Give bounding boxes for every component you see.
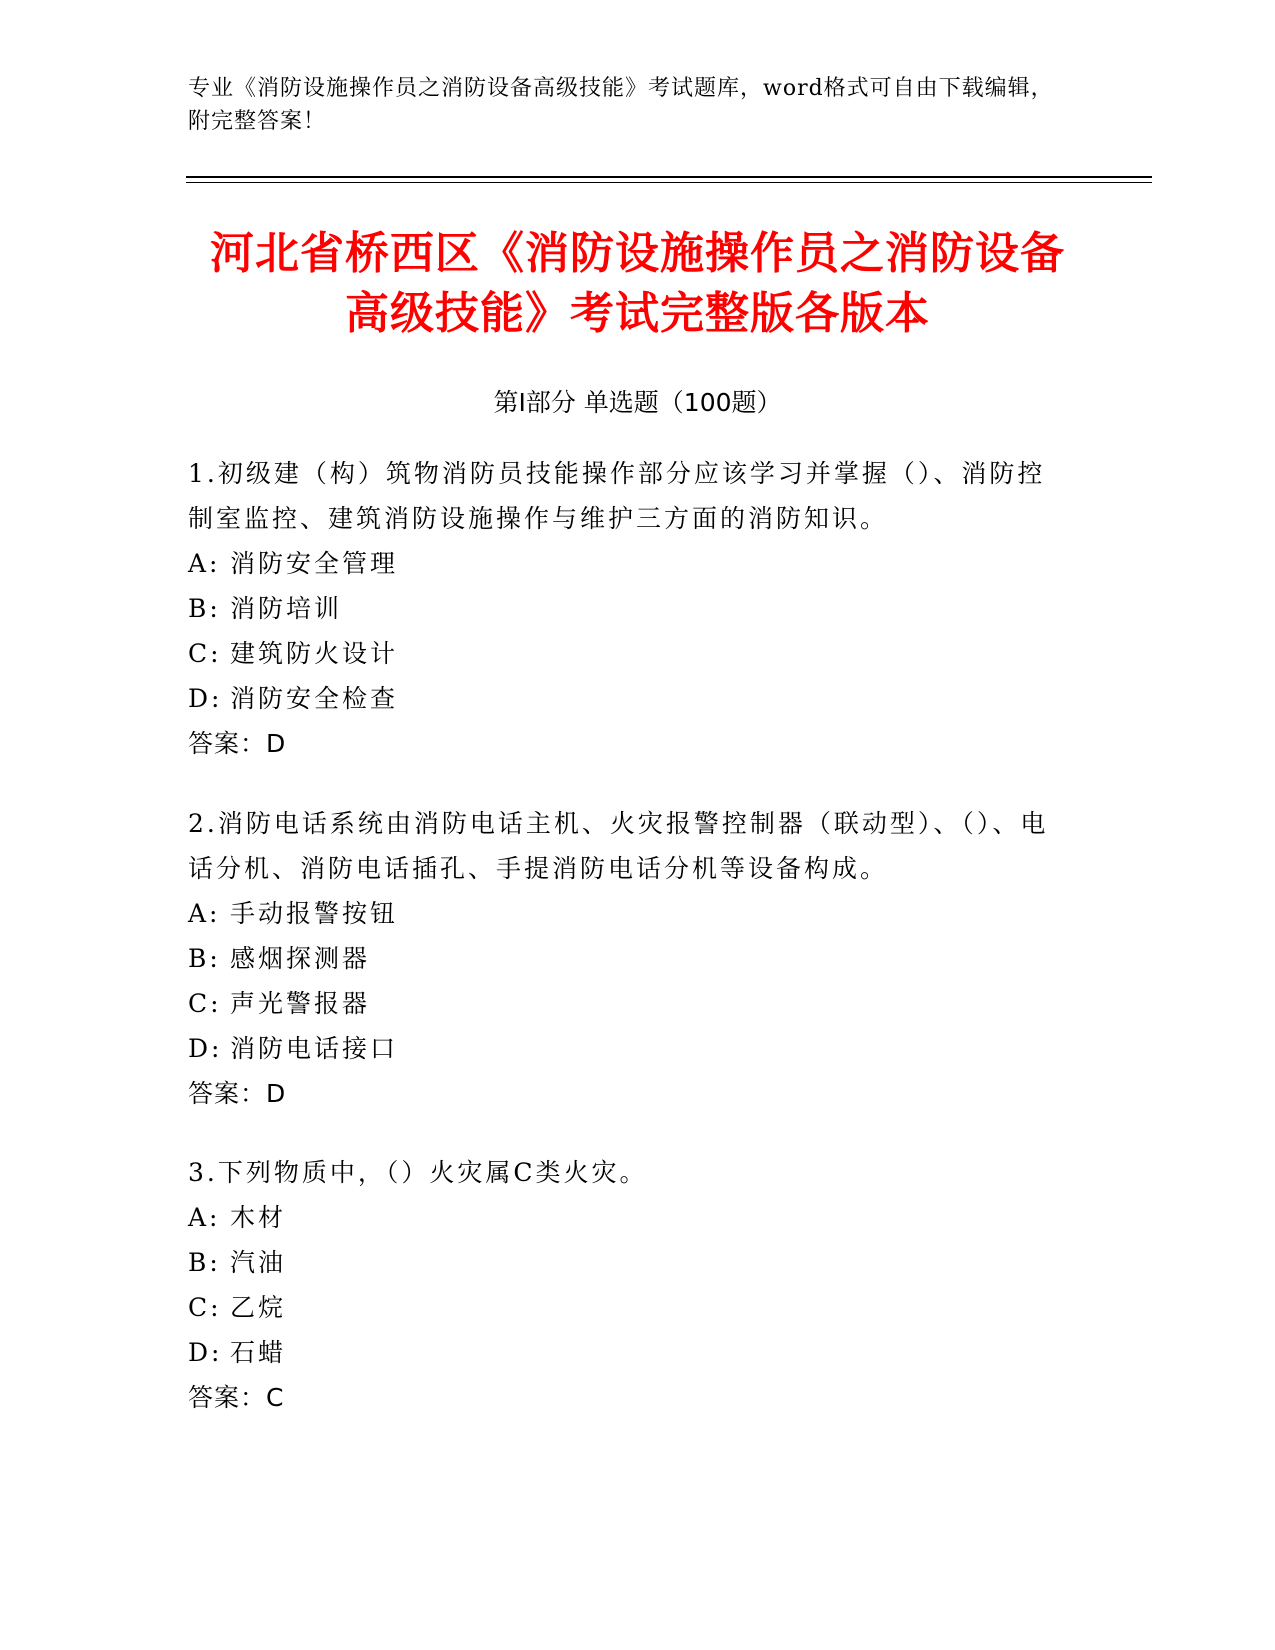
document-title xyxy=(150,224,1125,344)
option-letter: C: xyxy=(188,639,222,668)
option-text: 汽油 xyxy=(230,1248,287,1277)
option-letter: A: xyxy=(188,549,221,578)
option-letter: D: xyxy=(188,1338,223,1367)
option-a xyxy=(188,541,1068,586)
option-c xyxy=(188,1285,1068,1330)
option-letter: A: xyxy=(188,899,221,928)
option-c xyxy=(188,981,1068,1026)
option-d xyxy=(188,676,1068,721)
answer: 答案：D xyxy=(188,729,287,758)
option-text: 声光警报器 xyxy=(230,989,371,1018)
option-text: 木材 xyxy=(230,1203,287,1232)
option-d xyxy=(188,1026,1068,1071)
question-2 xyxy=(188,801,1068,1116)
question-stem: 2.消防电话系统由消防电话主机、火灾报警控制器（联动型）、（）、电话分机、消防电话插孔、手提消防电话分机等设备构成。 xyxy=(188,809,1049,883)
option-text: 乙烷 xyxy=(230,1293,287,1322)
question-1 xyxy=(188,451,1068,766)
section-heading: 第Ⅰ部分 单选题（100题） xyxy=(493,388,782,417)
document-title-line-1: 河北省桥西区《消防设施操作员之消防设备 xyxy=(210,228,1065,279)
answer: 答案：C xyxy=(188,1383,285,1412)
option-a xyxy=(188,891,1068,936)
option-letter: C: xyxy=(188,989,222,1018)
option-text: 手动报警按钮 xyxy=(230,899,399,928)
option-letter: C: xyxy=(188,1293,222,1322)
option-letter: D: xyxy=(188,1034,223,1063)
question-3 xyxy=(188,1150,1068,1420)
document-title-line-2: 高级技能》考试完整版各版本 xyxy=(345,288,930,339)
option-letter: A: xyxy=(188,1203,221,1232)
option-letter: D: xyxy=(188,684,223,713)
header-rule-thick xyxy=(186,176,1152,178)
option-d xyxy=(188,1330,1068,1375)
option-text: 消防安全管理 xyxy=(230,549,399,578)
option-text: 石蜡 xyxy=(230,1338,287,1367)
option-letter: B: xyxy=(188,594,221,623)
option-b xyxy=(188,936,1068,981)
header-note: 专业《消防设施操作员之消防设备高级技能》考试题库，word格式可自由下载编辑，附完整答案！ xyxy=(188,76,1054,134)
question-stem: 3.下列物质中，（）火灾属C类火灾。 xyxy=(188,1158,648,1187)
option-text: 消防培训 xyxy=(230,594,343,623)
question-stem: 1.初级建（构）筑物消防员技能操作部分应该学习并掌握（）、消防控制室监控、建筑消防设施操作与维护三方面的消防知识。 xyxy=(188,459,1046,533)
answer: 答案：D xyxy=(188,1079,287,1108)
option-a xyxy=(188,1195,1068,1240)
header-rule-thin xyxy=(186,182,1152,183)
option-letter: B: xyxy=(188,1248,221,1277)
option-c xyxy=(188,631,1068,676)
option-text: 消防安全检查 xyxy=(230,684,399,713)
option-text: 建筑防火设计 xyxy=(230,639,399,668)
option-b xyxy=(188,1240,1068,1285)
option-text: 消防电话接口 xyxy=(230,1034,399,1063)
option-letter: B: xyxy=(188,944,221,973)
option-text: 感烟探测器 xyxy=(230,944,371,973)
option-b xyxy=(188,586,1068,631)
